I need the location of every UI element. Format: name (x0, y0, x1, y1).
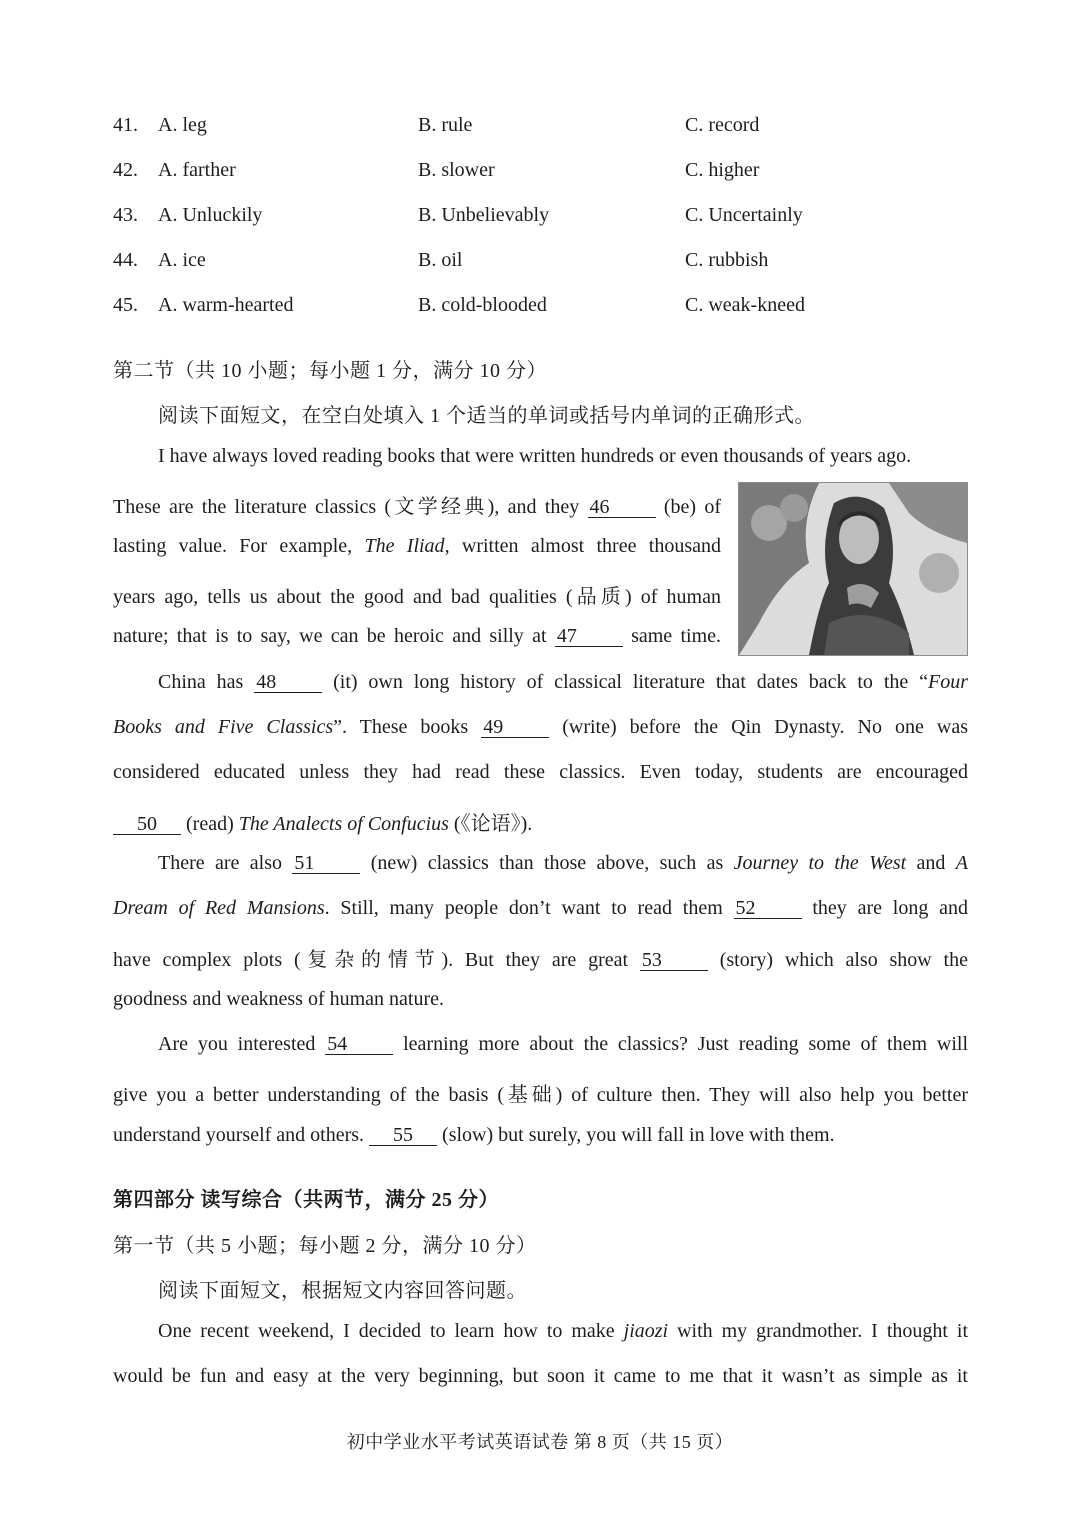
section-heading: 第一节（共 5 小题；每小题 2 分，满分 10 分） (113, 1235, 537, 1257)
option-a: A. farther (158, 159, 236, 181)
passage-line: give you a better understanding of the basis (基础) of culture then. They will also help you better (113, 1084, 968, 1106)
option-row-41 (113, 114, 973, 144)
passage-text: (read) (186, 813, 234, 835)
blank-51: 51 (292, 853, 360, 874)
blank-46: 46 (588, 497, 656, 518)
option-b: B. cold-blooded (418, 294, 547, 316)
option-row-44 (113, 249, 973, 279)
passage-line (158, 671, 968, 699)
passage-line (113, 535, 721, 563)
passage-line: considered educated unless they had read these classics. Even today, students are encouraged (113, 761, 968, 783)
blank-49: 49 (481, 717, 549, 738)
option-c: C. Uncertainly (685, 204, 803, 226)
passage-text: Are you interested (158, 1033, 316, 1055)
question-number: 44. (113, 249, 138, 271)
question-number: 42. (113, 159, 138, 181)
blank-47: 47 (555, 626, 623, 647)
passage-line (113, 1124, 835, 1147)
passage-text: , written almost three thousand (444, 535, 722, 557)
passage-text: nature; that is to say, we can be heroic and silly at (113, 625, 547, 647)
passage-text: (write) before the Qin Dynasty. No one was (562, 716, 969, 738)
passage-line: goodness and weakness of human nature. (113, 988, 445, 1010)
passage-text: (it) own long history of classical literature that dates back to the “ (333, 671, 929, 693)
passage-text: learning more about the classics? Just reading some of them will (403, 1033, 968, 1055)
section-instruction: 阅读下面短文，在空白处填入 1 个适当的单词或括号内单词的正确形式。 (158, 405, 815, 427)
passage-line (113, 943, 968, 971)
book-title: Four (928, 671, 969, 693)
book-title: A (955, 852, 969, 874)
passage-text: ”. These books (333, 716, 469, 738)
passage-line (158, 1033, 968, 1061)
reading-girl-illustration (738, 482, 968, 656)
section-instruction: 阅读下面短文，根据短文内容回答问题。 (158, 1280, 527, 1302)
passage-line (158, 1320, 968, 1348)
passage-text: These are the literature classics (文学经典), and they (113, 496, 580, 518)
option-c: C. rubbish (685, 249, 769, 271)
passage-text: same time. (631, 625, 722, 647)
option-b: B. oil (418, 249, 463, 271)
passage-text: . Still, many people don’t want to read them (324, 897, 723, 919)
blank-55: 55 (369, 1125, 437, 1146)
passage-line (113, 490, 721, 518)
passage-text: have complex plots (复杂的情节). But they are great (113, 949, 629, 971)
option-a: A. warm-hearted (158, 294, 294, 316)
option-b: B. rule (418, 114, 473, 136)
option-a: A. Unluckily (158, 204, 263, 226)
passage-text: understand yourself and others. (113, 1124, 365, 1146)
passage-text: (slow) but surely, you will fall in love with them. (442, 1124, 835, 1146)
blank-48: 48 (254, 672, 322, 693)
book-title: Dream of Red Mansions (113, 897, 325, 919)
option-b: B. Unbelievably (418, 204, 550, 226)
book-title: Books and Five Classics (113, 716, 334, 738)
passage-line: would be fun and easy at the very beginning, but soon it came to me that it wasn’t as simple as it (113, 1365, 968, 1387)
section-heading: 第二节（共 10 小题；每小题 1 分，满分 10 分） (113, 360, 547, 382)
passage-text: (new) classics than those above, such as (370, 852, 724, 874)
option-c: C. higher (685, 159, 760, 181)
option-a: A. ice (158, 249, 206, 271)
option-b: B. slower (418, 159, 495, 181)
passage-line (113, 897, 968, 925)
passage-line (113, 716, 968, 744)
illustration-drawing (739, 483, 967, 655)
question-number: 45. (113, 294, 138, 316)
question-number: 43. (113, 204, 138, 226)
passage-text: lasting value. For example, (113, 535, 353, 557)
question-number: 41. (113, 114, 138, 136)
passage-line (113, 807, 532, 836)
passage-text: There are also (158, 852, 282, 874)
page-footer: 初中学业水平考试英语试卷 第 8 页（共 15 页） (346, 1432, 734, 1452)
passage-line (158, 852, 968, 880)
blank-50: 50 (113, 814, 181, 835)
book-title: The Iliad (364, 535, 445, 557)
part-heading: 第四部分 读写综合（共两节，满分 25 分） (113, 1189, 499, 1211)
option-row-45 (113, 294, 973, 324)
blank-52: 52 (734, 898, 802, 919)
passage-text: China has (158, 671, 244, 693)
passage-text: One recent weekend, I decided to learn how to make (158, 1320, 615, 1342)
passage-text: (story) which also show the (719, 949, 968, 971)
option-c: C. record (685, 114, 760, 136)
passage-text: they are long and (812, 897, 969, 919)
passage-line: I have always loved reading books that were written hundreds or even thousands of years ago. (158, 445, 912, 467)
blank-53: 53 (640, 950, 708, 971)
option-row-43 (113, 204, 973, 234)
option-a: A. leg (158, 114, 207, 136)
passage-line (113, 625, 721, 653)
passage-text: and (916, 852, 946, 874)
passage-line: years ago, tells us about the good and bad qualities (品质) of human (113, 586, 721, 608)
passage-text: (be) of (663, 496, 722, 518)
book-title: Journey to the West (733, 852, 907, 874)
blank-54: 54 (325, 1034, 393, 1055)
option-row-42 (113, 159, 973, 189)
passage-text: with my grandmother. I thought it (677, 1320, 969, 1342)
passage-text: (《论语》). (453, 813, 533, 835)
option-c: C. weak-kneed (685, 294, 805, 316)
book-title: The Analects of Confucius (238, 813, 449, 835)
food-word: jiaozi (623, 1320, 669, 1342)
